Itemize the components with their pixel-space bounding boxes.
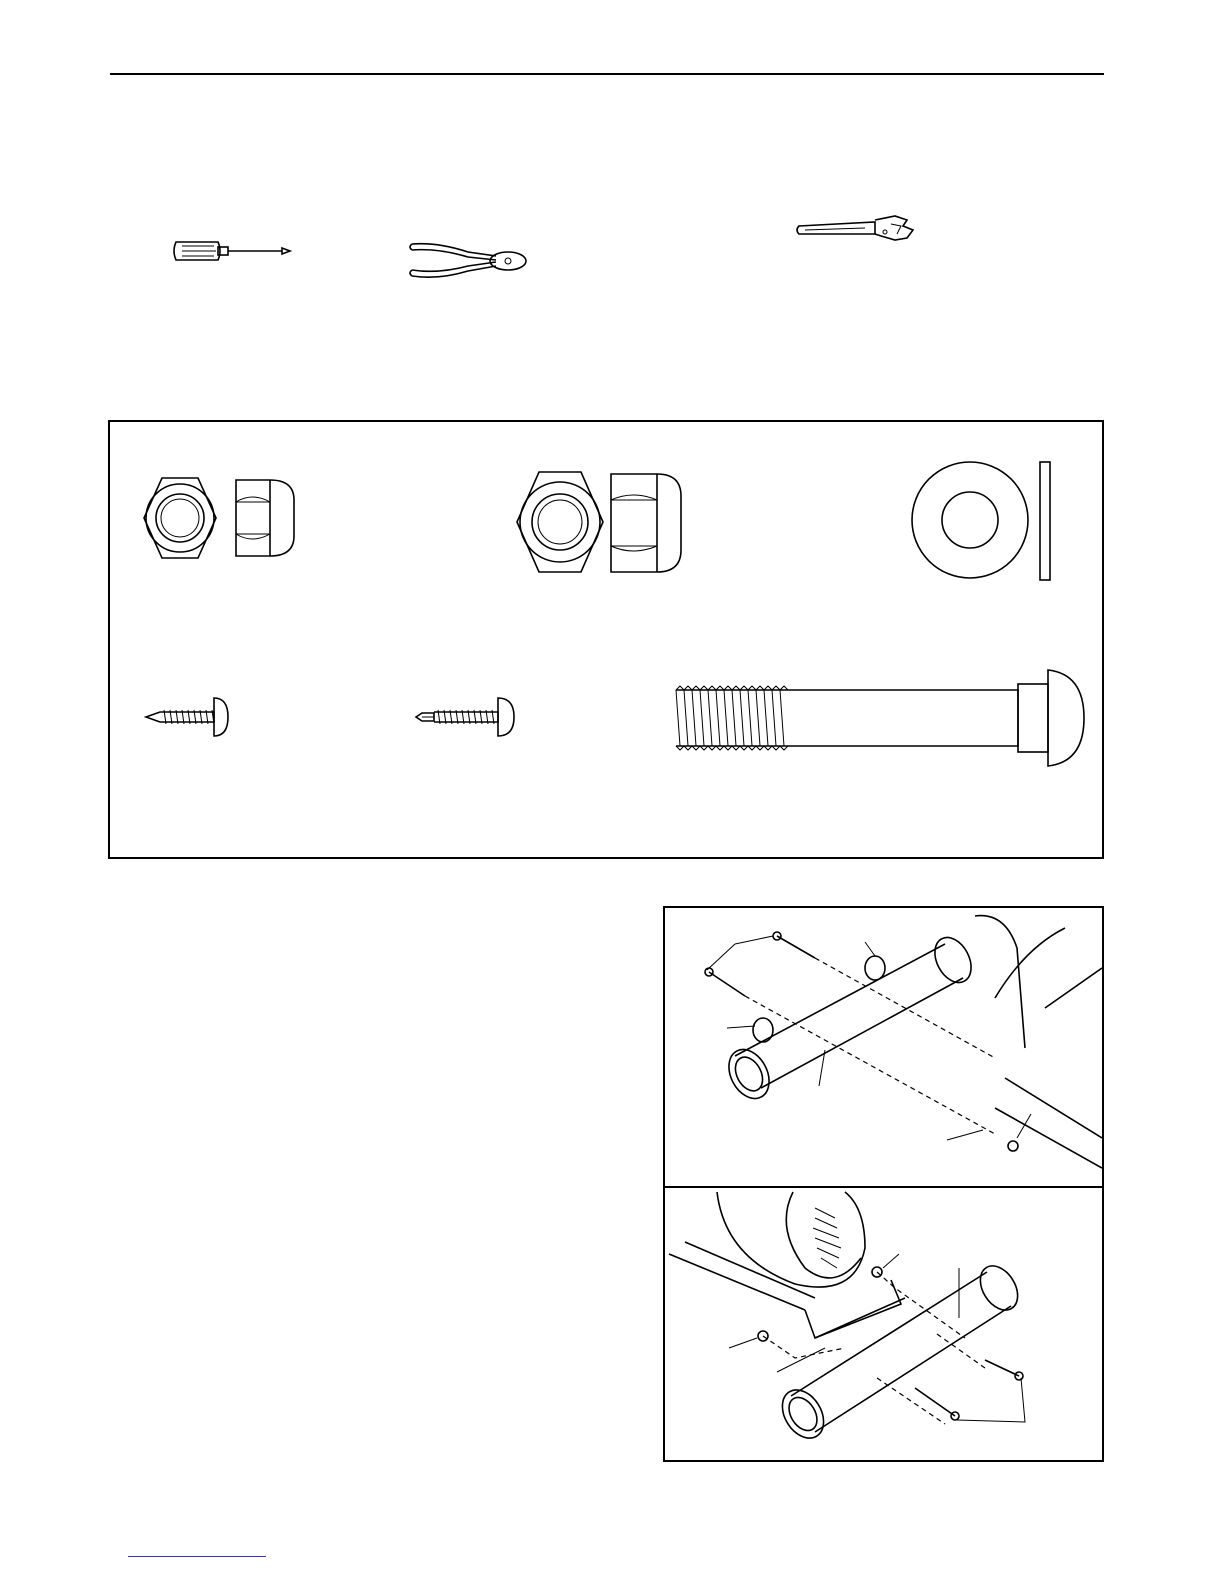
- small-nylon-locknut-icon: [140, 470, 300, 570]
- adjustable-wrench-icon: [795, 212, 920, 252]
- footer-link-underline[interactable]: [128, 1556, 266, 1557]
- large-nylon-locknut-icon: [515, 468, 695, 583]
- front-stabilizer-assembly-diagram: [663, 1186, 1104, 1462]
- pointed-screw-icon: [140, 690, 235, 745]
- pliers-icon: [408, 236, 533, 281]
- rear-stabilizer-assembly-diagram: [663, 906, 1104, 1188]
- self-drilling-screw-icon: [412, 690, 522, 745]
- header-rule: [110, 73, 1104, 75]
- washer-icon: [910, 460, 1060, 585]
- carriage-bolt-icon: [672, 668, 1087, 768]
- screwdriver-icon: [170, 236, 295, 266]
